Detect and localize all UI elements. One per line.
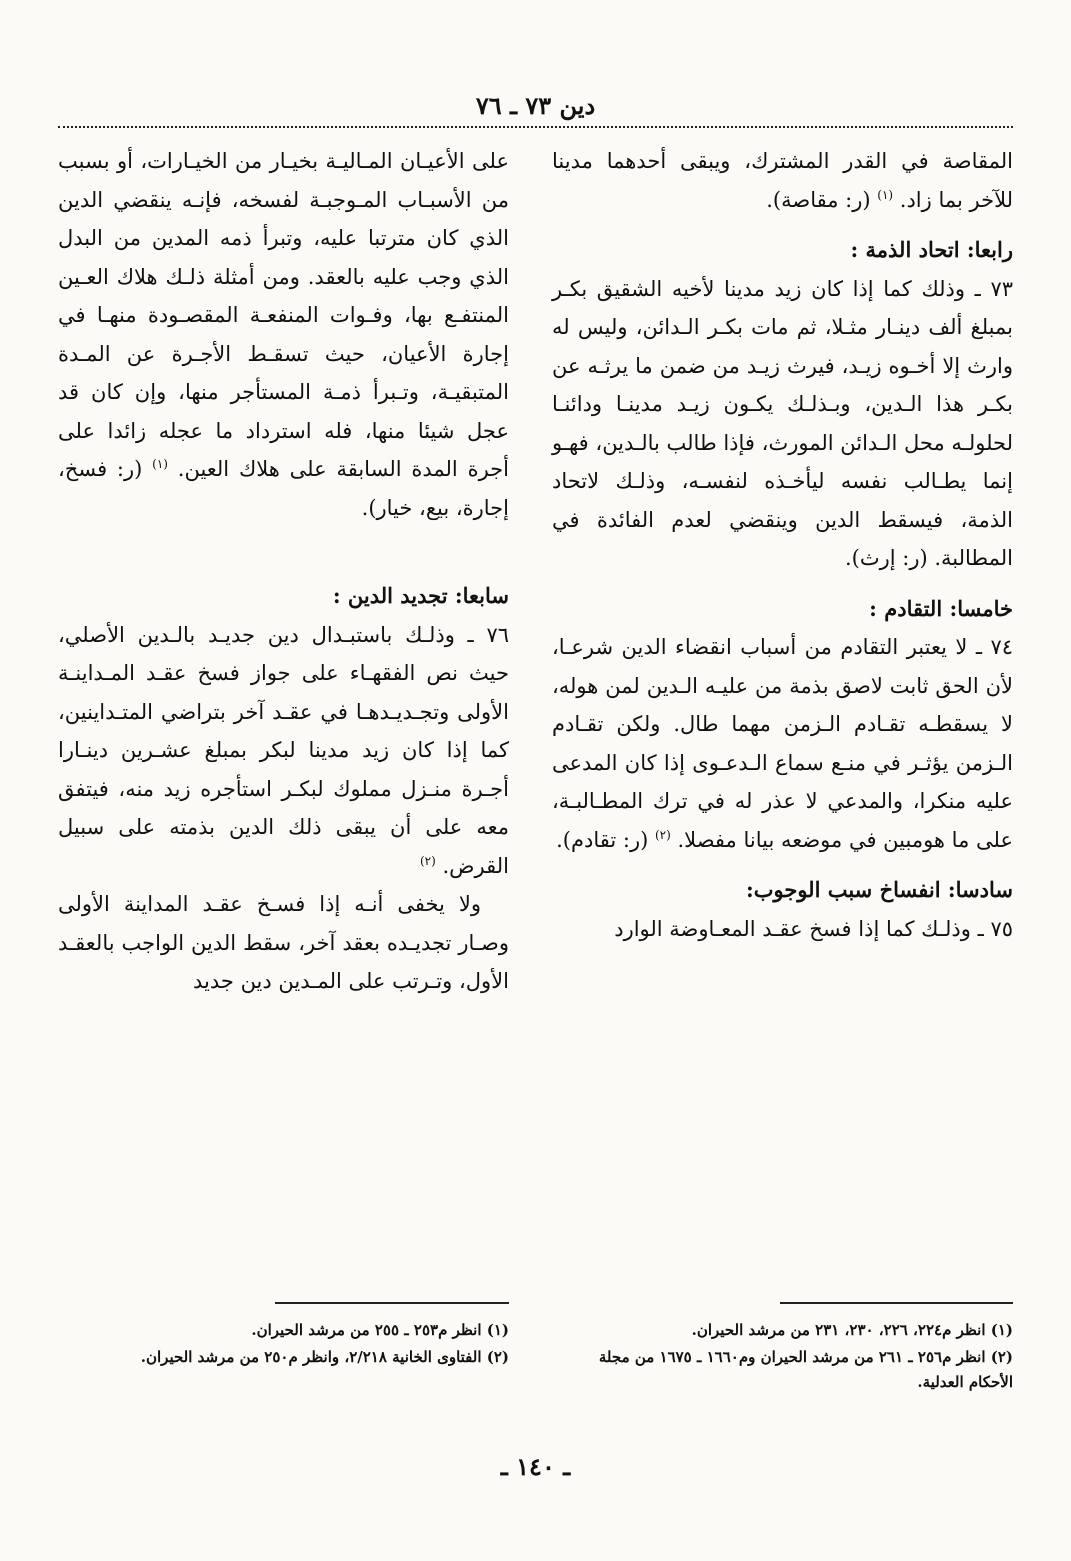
paragraph-73: ٧٣ ـ وذلك كما إذا كان زيد مدينا لأخيه الشقيق بكـر بمبلغ ألف دينـار مثـلا، ثم مات بكـر الـدائن، وليس له وارث إلا أخـوه زيـد، فيرث زيـد من ضمن ما يرثـه عن بكـر هذا الـدين، وبـذلـك يكـون زيـد مدينـا ودائنـا لحلولـه محل الـدائن المورث، فإذا طالب بالـدين، فهـو إنما يطـالب نفسه ليأخـذه لنفسـه، وذلـك لاتحاد الذمة، فيسقط الدين وينقضي لعدم الفائدة في المطالبة. (ر: إرث). bbox=[552, 276, 1013, 570]
footnote-ref: (١) bbox=[152, 457, 168, 471]
paragraph-74 bbox=[552, 628, 1013, 859]
footnote-rule-right bbox=[780, 1302, 1013, 1304]
heading-seventh: سابعا: تجديد الدين : bbox=[332, 583, 509, 608]
footnotes-left bbox=[58, 1318, 509, 1372]
paragraph-76-continued: ولا يخفى أنـه إذا فسـخ عقـد المداينة الأولى وصـار تجديـده بعقد آخر، سقط الدين الواجب بالعقـد الأول، وتـرتب على المـدين دين جديد bbox=[58, 892, 509, 993]
right-column bbox=[552, 142, 1013, 948]
paragraph-mugassa-end bbox=[552, 142, 1013, 219]
paragraph-75-start: ٧٥ ـ وذلـك كما إذا فسخ عقـد المعـاوضة الوارد bbox=[614, 916, 1013, 941]
footnote: (١) انظر م٢٥٣ ـ ٢٥٥ من مرشد الحيران. bbox=[251, 1321, 509, 1339]
footnote-ref: (١) bbox=[877, 187, 894, 202]
running-header: دين ٧٣ ـ ٧٦ bbox=[475, 91, 596, 120]
left-column bbox=[58, 142, 509, 1001]
footnote-ref: (٢) bbox=[419, 853, 436, 868]
heading-sixth: سادسا: انفساخ سبب الوجوب: bbox=[745, 877, 1013, 902]
footnote-rule-left bbox=[275, 1302, 509, 1304]
cross-reference: (ر: فسخ، إجارة، بيع، خيار). bbox=[58, 457, 509, 520]
paragraph-75-continued bbox=[58, 142, 509, 527]
footnotes-right bbox=[552, 1318, 1013, 1397]
cross-reference: (ر: مقاصة). bbox=[766, 187, 871, 212]
paragraph-text: ٧٦ ـ وذلـك باستبـدال دين جديـد بالـدين الأصلي، حيث نص الفقهـاء على جواز فسخ عقـد المـداينـة الأولى وتجـديـدهـا في عقـد آخر بتراضي المتـداينين، كما إذا كان زيد مدينا لبكر بمبلغ عشـرين دينـارا أجـرة منـزل مملوك لبكـر استأجره زيد منه، فيتفق معه على أن يبقى ذلك الدين بذمته على سبيل القرض. bbox=[58, 622, 509, 878]
footnote: (٢) الفتاوى الخانية ٢/٢١٨، وانظر م٢٥٠ من مرشد الحيران. bbox=[140, 1348, 509, 1366]
footnote: (٢) انظر م٢٥٦ ـ ٢٦١ من مرشد الحيران وم١٦٦٠ ـ ١٦٧٥ من مجلة الأحكام العدلية. bbox=[598, 1348, 1013, 1391]
footnote: (١) انظر م٢٢٤، ٢٢٦، ٢٣٠، ٢٣١ من مرشد الحيران. bbox=[691, 1321, 1013, 1339]
paragraph-76 bbox=[58, 616, 509, 886]
header-dotted-rule bbox=[58, 126, 1013, 128]
cross-reference: (ر: تقادم). bbox=[556, 827, 649, 852]
footnote-ref: (٢) bbox=[654, 827, 671, 842]
heading-fourth: رابعا: اتحاد الذمة : bbox=[850, 237, 1013, 262]
heading-fifth: خامسا: التقادم : bbox=[869, 595, 1013, 621]
paragraph-text: على الأعيـان المـاليـة بخيـار من الخيـارات، أو بسبب من الأسبـاب المـوجبـة لفسخه، فإنـه ينقضي الدين الذي كان مترتبا عليه، وتبرأ ذمه المدين من البدل الذي وجب عليه بالعقد. ومن أمثلة ذلـك هلاك العـين المنتفـع بها، وفـوات المنفعـة المقصـودة منهـا في إجارة الأعيان، حيث تسقـط الأجـرة عن المـدة المتبقيـة، وتـبرأ ذمـة المستأجر منها، وإن كان قد عجل شيئا منها، فله استرداد ما عجله زائدا على أجرة المدة السابقة على هلاك العين. bbox=[58, 149, 509, 481]
page-number: ـ ١٤٠ ـ bbox=[500, 1452, 571, 1481]
paragraph-text: ٧٤ ـ لا يعتبر التقادم من أسباب انقضاء الدين شرعـا، لأن الحق ثابت لاصق بذمة من عليـه الـدين لمن هوله، لا يسقطـه تقـادم الـزمن مهما طال. ولكن تقـادم الـزمن يؤثـر في منـع سماع الـدعـوى إذا كان المدعى عليه منكرا، والمدعي لا عذر له في ترك المطـالبـة، على ما هومبين في موضعه بيانا مفصلا. bbox=[552, 635, 1013, 852]
paragraph-text: المقاصة في القدر المشترك، ويبقى أحدهما مدينا للآخر بما زاد. bbox=[552, 149, 1013, 212]
